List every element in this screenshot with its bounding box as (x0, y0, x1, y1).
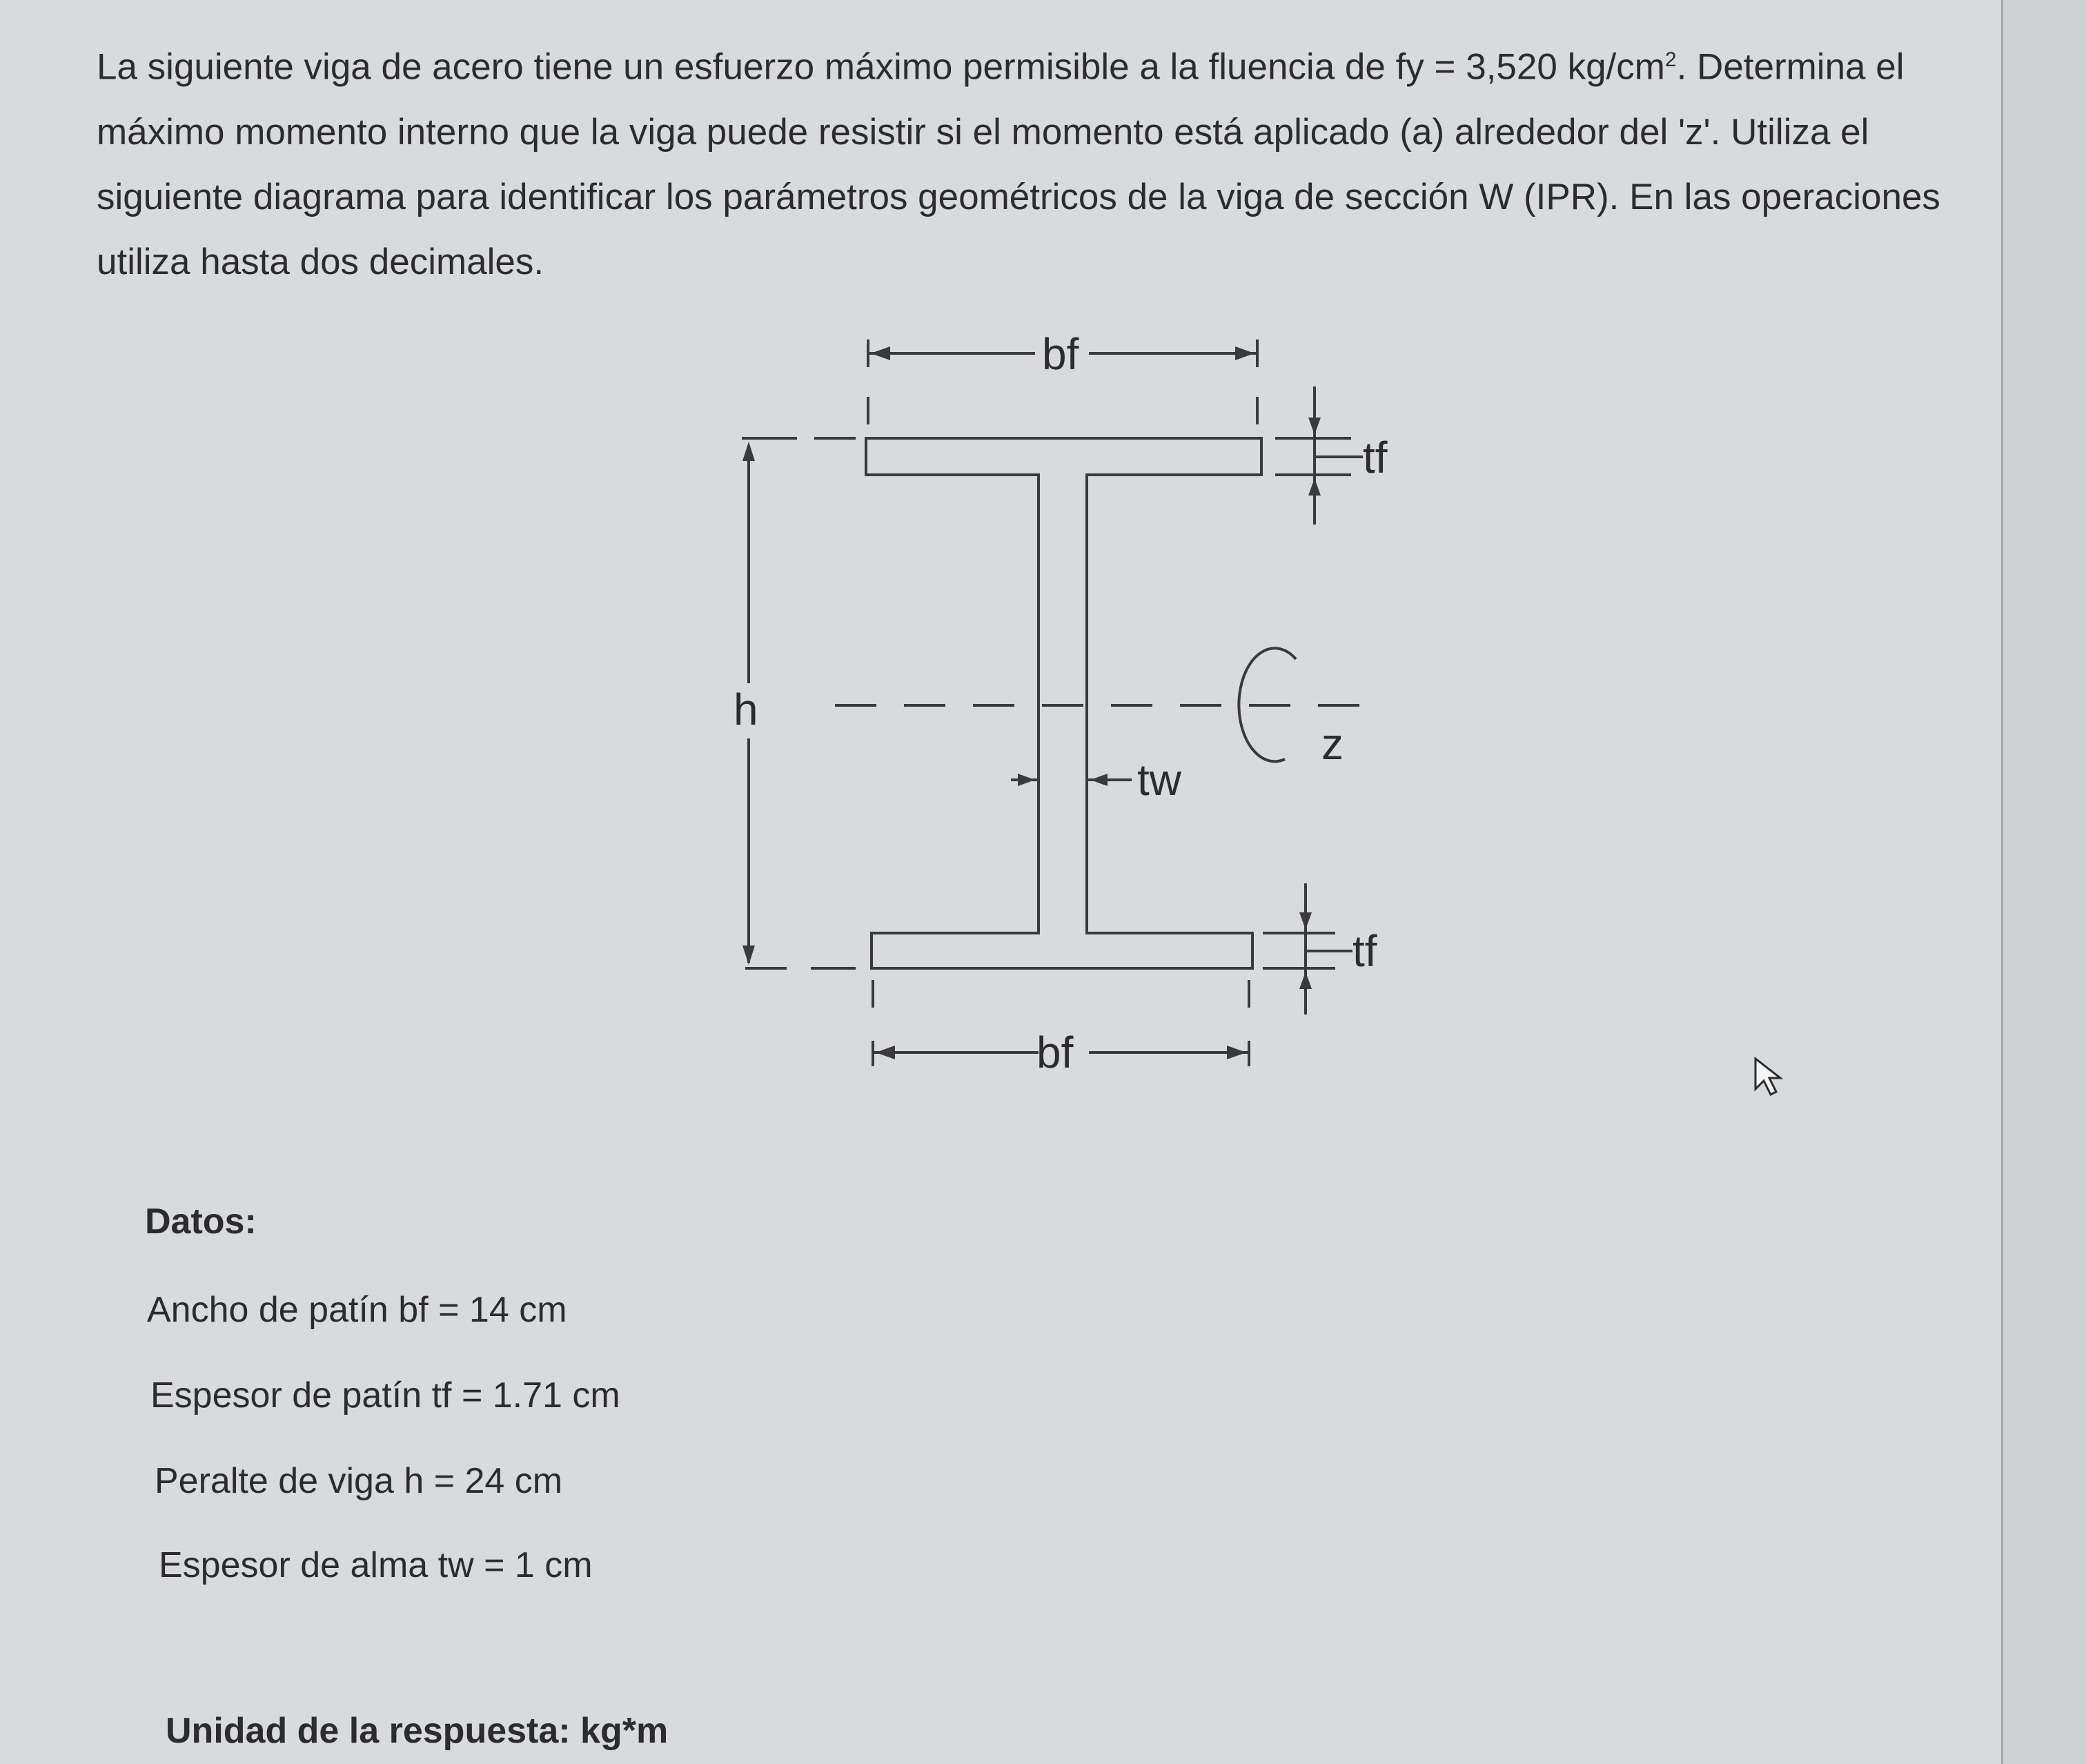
label-tf-top: tf (1363, 433, 1388, 482)
label-tf-bottom: tf (1352, 926, 1377, 976)
label-h: h (734, 685, 758, 734)
datos-item-h: Peralte de viga h = 24 cm (155, 1461, 563, 1501)
label-z: z (1321, 719, 1344, 769)
question-superscript: 2 (1664, 48, 1677, 71)
i-beam-outline (866, 438, 1261, 968)
datos-item-bf: Ancho de patín bf = 14 cm (147, 1290, 567, 1330)
mouse-pointer-icon (1753, 1056, 1787, 1097)
question-text-start: La siguiente viga de acero tiene un esfuerzo máximo permisible a la fluencia de fy = 3,520 kg/cm (97, 46, 1665, 88)
label-bf-bottom: bf (1036, 1028, 1074, 1077)
datos-item-tw: Espesor de alma tw = 1 cm (159, 1545, 593, 1585)
label-bf-top: bf (1042, 329, 1079, 379)
question-text-end: . Determina el máximo momento interno que la viga puede resistir si el momento está aplicado (a) alrededor del 'z'. Utiliza el siguiente diagrama para identificar los parámetros geométricos de la viga de sección W (IPR). En las operaciones utiliza hasta dos decimales. (97, 46, 1940, 282)
answer-unit-label: Unidad de la respuesta: kg*m (166, 1711, 669, 1751)
label-tw: tw (1137, 755, 1181, 805)
datos-title: Datos: (145, 1202, 257, 1242)
datos-item-tf: Espesor de patín tf = 1.71 cm (150, 1375, 620, 1415)
